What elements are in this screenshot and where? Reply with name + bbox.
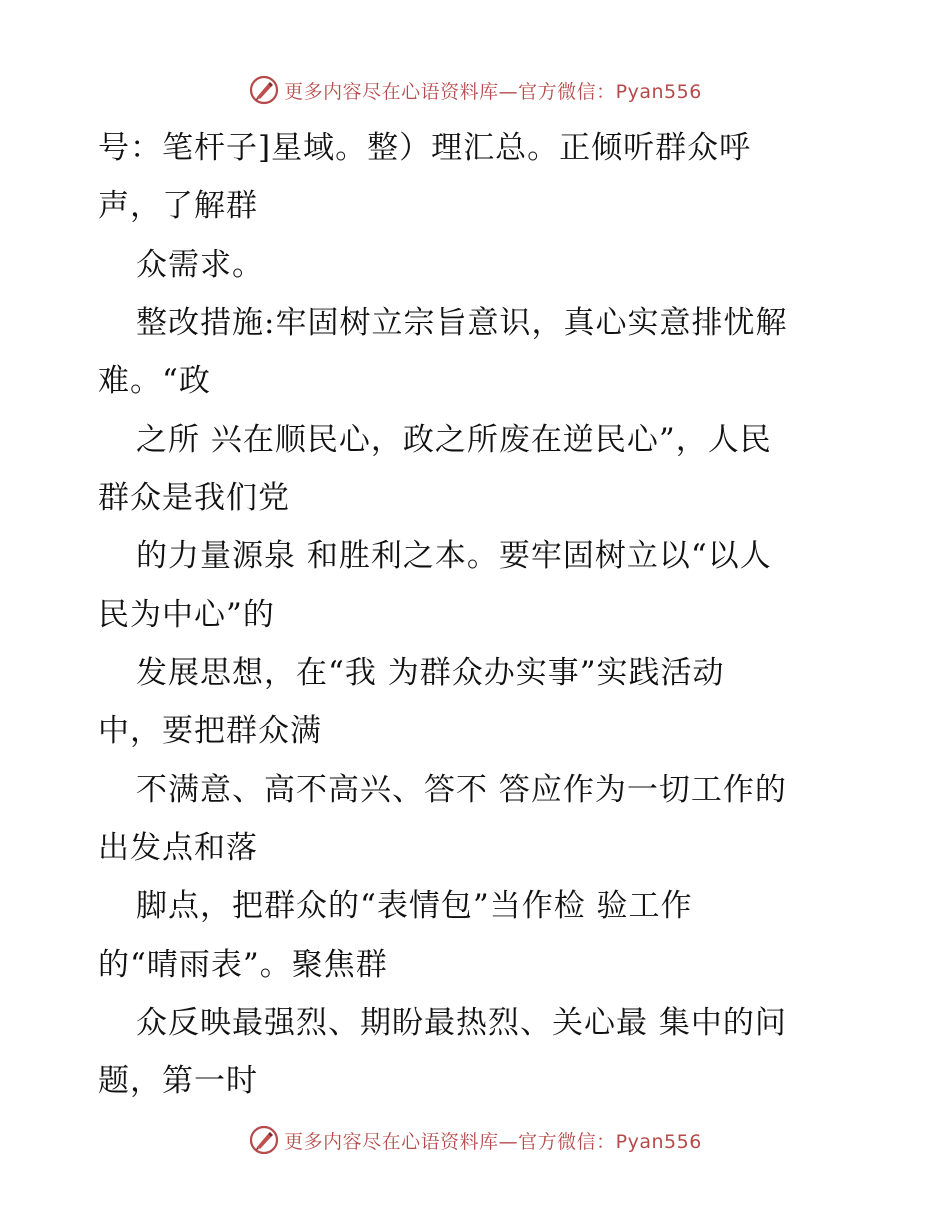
text-line: 发展思想，在“我 为群众办实事”实践活动 xyxy=(136,655,725,691)
text-line: 的力量源泉 和胜利之本。要牢固树立以“以人 xyxy=(136,538,772,574)
text-line: 题，第一时 xyxy=(98,1063,258,1099)
text-line: 的“晴雨表”。聚焦群 xyxy=(98,947,388,983)
text-line: 整改措施:牢固树立宗旨意识，真心实意排忧解 xyxy=(136,305,788,341)
text-line: 出发点和落 xyxy=(98,830,258,866)
pen-logo-icon xyxy=(248,1124,280,1156)
text-line: 群众是我们党 xyxy=(98,480,290,516)
footer-banner xyxy=(0,1120,950,1160)
header-banner-text: 更多内容尽在心语资料库—官方微信：Pyan556 xyxy=(284,80,702,103)
text-line: 不满意、高不高兴、答不 答应作为一切工作的 xyxy=(136,772,787,808)
text-line: 中，要把群众满 xyxy=(98,713,322,749)
text-line: 号：笔杆子]星域。整）理汇总。正倾听群众呼 xyxy=(98,130,752,166)
text-line: 众反映最强烈、期盼最热烈、关心最 集中的问 xyxy=(136,1005,787,1041)
text-line: 众需求。 xyxy=(136,247,264,283)
text-line: 声，了解群 xyxy=(98,188,258,224)
text-line: 之所 兴在顺民心，政之所废在逆民心”，人民 xyxy=(136,422,772,458)
footer-banner-text: 更多内容尽在心语资料库—官方微信：Pyan556 xyxy=(284,1130,702,1153)
text-line: 脚点，把群众的“表情包”当作检 验工作 xyxy=(136,888,693,924)
text-line: 民为中心”的 xyxy=(98,597,275,633)
text-line: 难。“政 xyxy=(98,363,211,399)
